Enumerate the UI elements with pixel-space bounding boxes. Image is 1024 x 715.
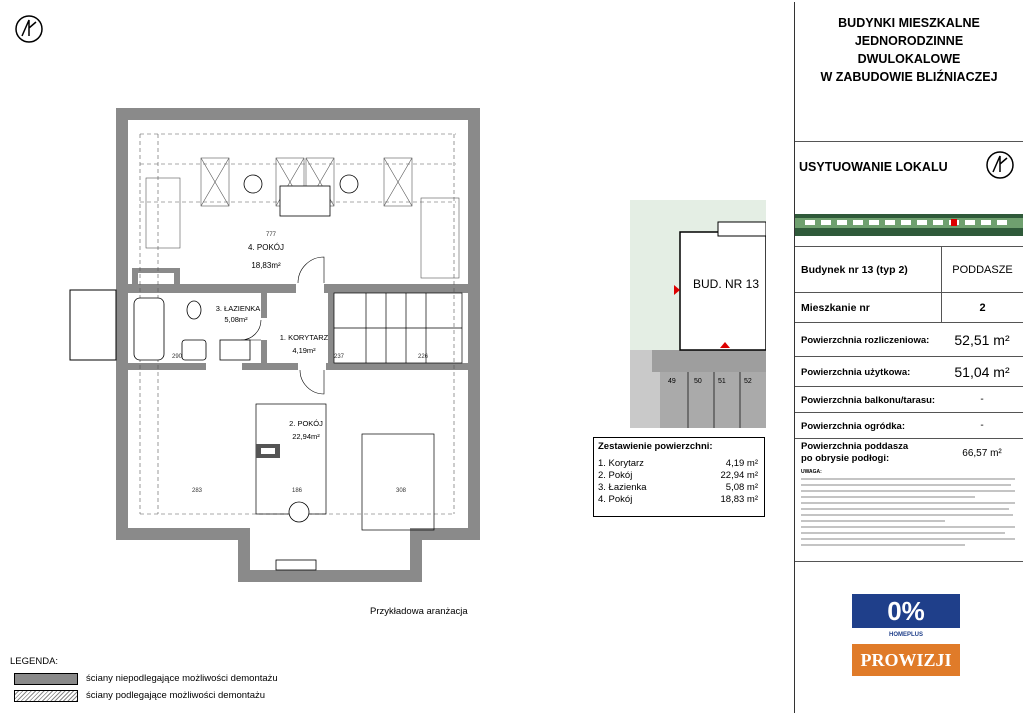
area-usable-row: Powierzchnia użytkowa: 51,04 m²	[795, 357, 1023, 387]
commission-badge	[852, 594, 960, 678]
room-4-area: 18,83m²	[251, 261, 281, 270]
legend-item: ściany podlegające możliwości demontażu	[86, 690, 266, 701]
dim-label: 226	[418, 354, 429, 360]
floor-plan	[66, 108, 546, 588]
title-line: W ZABUDOWIE BLIŹNIACZEJ	[820, 70, 998, 84]
badge-text: PROWIZJI	[852, 644, 960, 676]
room-4-label: 4. POKÓJ	[247, 243, 285, 252]
room-2-area: 22,94m²	[292, 432, 320, 441]
plan-caption: Przykładowa aranżacja	[370, 606, 468, 617]
badge-brand: HOMEPLUS	[888, 632, 923, 638]
plot-number: 52	[744, 378, 752, 385]
room-1-label: 1. KORYTARZ	[279, 333, 329, 342]
plot-number: 49	[668, 378, 676, 385]
title-line: DWULOKALOWE	[857, 52, 961, 66]
garden-row: Powierzchnia ogródka: -	[795, 413, 1023, 439]
site-building-label: BUD. NR 13	[692, 277, 760, 291]
badge-percent: 0%	[852, 594, 960, 628]
attic-row: Powierzchnia poddasza po obrysie podłogi: 66,57 m²	[801, 441, 1002, 464]
area-summary	[593, 437, 765, 517]
summary-title: Zestawienie powierzchni:	[598, 441, 713, 452]
building-strip	[795, 214, 1023, 236]
notes-text-lines	[795, 475, 1023, 555]
legend-swatch-solid	[14, 673, 78, 685]
summary-row: 3. Łazienka 5,08 m²	[598, 482, 758, 493]
dim-label: 290	[172, 354, 183, 360]
unit-row: Mieszkanie nr 2	[795, 293, 1023, 323]
notes-block	[795, 467, 1023, 562]
dim-label: 283	[192, 488, 203, 494]
legend-item: ściany niepodlegające możliwości demontażu	[86, 673, 278, 684]
notes-title: UWAGA:	[801, 469, 822, 475]
building-row: Budynek nr 13 (typ 2) PODDASZE	[795, 247, 1023, 293]
room-3-area: 5,08m²	[224, 315, 248, 324]
north-arrow-icon	[985, 150, 1015, 180]
title-line: JEDNORODZINNE	[854, 34, 964, 48]
title-block	[795, 2, 1023, 142]
balcony-row: Powierzchnia balkonu/tarasu: -	[795, 387, 1023, 413]
dim-label: 237	[334, 354, 345, 360]
dim-label: 186	[292, 488, 303, 494]
room-2-label: 2. POKÓJ	[289, 419, 323, 428]
room-3-label: 3. ŁAZIENKA	[215, 304, 261, 313]
title-line: BUDYNKI MIESZKALNE	[838, 16, 980, 30]
summary-row: 1. Korytarz 4,19 m²	[598, 458, 758, 469]
location-block	[795, 142, 1023, 202]
location-title: USYTUOWANIE LOKALU	[799, 160, 948, 174]
legend-title: LEGENDA:	[10, 656, 59, 667]
area-calc-row: Powierzchnia rozliczeniowa: 52,51 m²	[795, 323, 1023, 357]
plot-number: 51	[718, 378, 726, 385]
legend-swatch-hatch	[14, 690, 78, 702]
plot-number: 50	[694, 378, 702, 385]
room-1-area: 4,19m²	[292, 346, 316, 355]
north-arrow-icon	[14, 14, 44, 44]
dim-label: 308	[396, 488, 407, 494]
summary-row: 2. Pokój 22,94 m²	[598, 470, 758, 481]
summary-row: 4. Pokój 18,83 m²	[598, 494, 758, 505]
dim-label: 777	[266, 232, 277, 238]
site-plan	[630, 200, 766, 428]
